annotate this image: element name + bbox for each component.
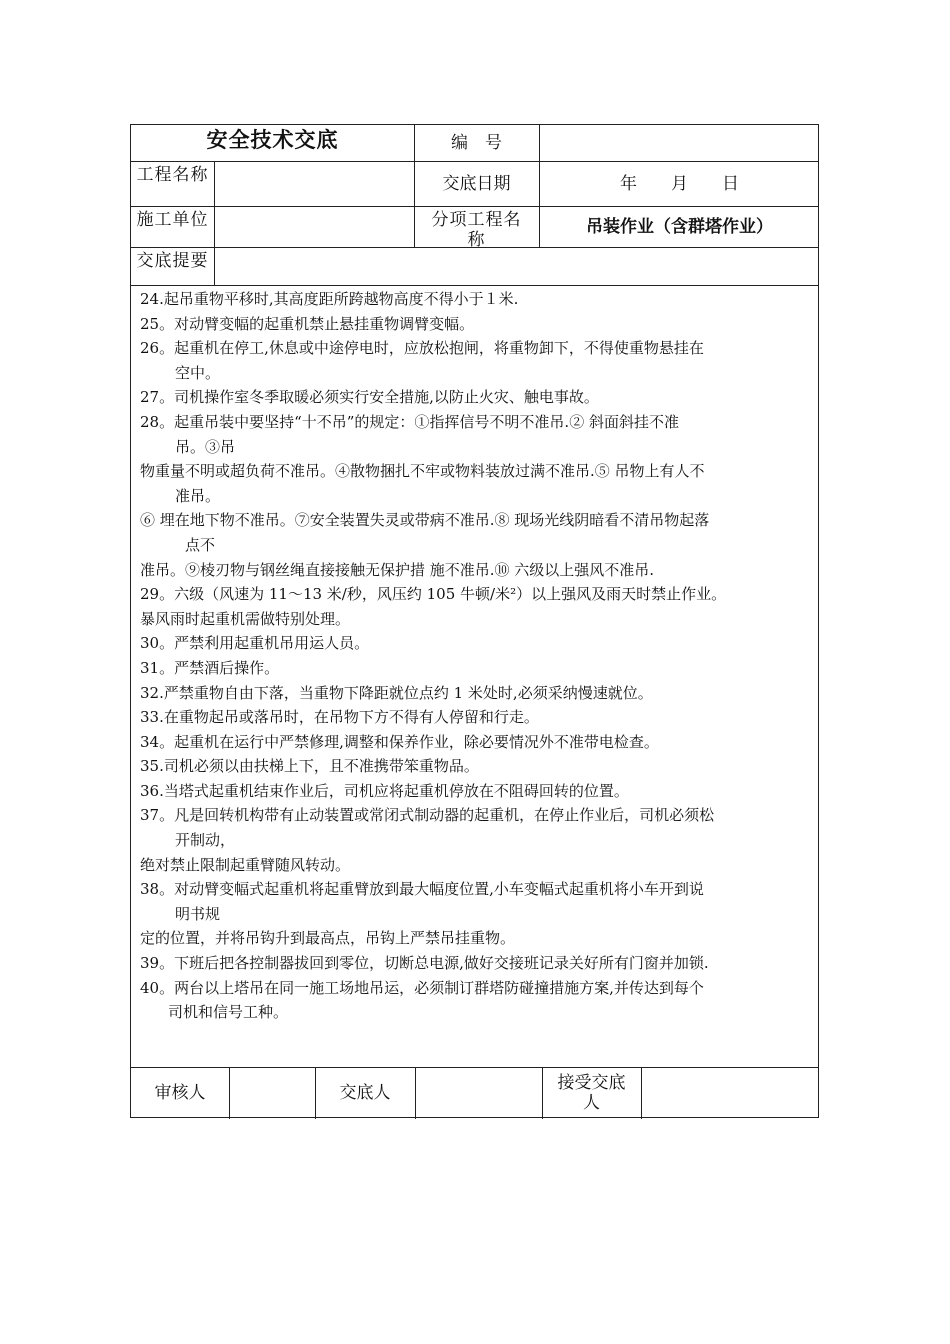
content-line: 35.司机必须以由扶梯上下，且不准携带笨重物品。 (140, 757, 479, 776)
content-line: 29。六级（风速为 11～13 米/秒，风压约 105 牛顿/米²）以上强风及雨天时禁止作业。 (140, 585, 727, 604)
number-field[interactable] (539, 125, 820, 161)
content-line: ⑥ 埋在地下物不准吊。⑦安全装置失灵或带病不准吊.⑧ 现场光线阴暗看不清吊物起落 (140, 511, 710, 530)
receiver-label: 接受交底人 (557, 1073, 626, 1113)
content-line: 32.严禁重物自由下落，当重物下降距就位点约 1 米处时,必须采纳慢速就位。 (140, 683, 653, 702)
receiver-field[interactable] (641, 1067, 820, 1119)
project-name-field[interactable] (214, 161, 414, 206)
reviewer-label: 审核人 (154, 1083, 206, 1103)
content-line: 38。对动臂变幅式起重机将起重臂放到最大幅度位置,小车变幅式起重机将小车开到说 (140, 880, 704, 899)
date-field[interactable]: 年 月 日 (620, 173, 739, 194)
content-line: 25。对动臂变幅的起重机禁止悬挂重物调臂变幅。 (140, 314, 475, 333)
content-line: 31。严禁酒后操作。 (140, 658, 280, 677)
content-line: 28。起重吊装中要坚持“十不吊”的规定：①指挥信号不明不准吊.② 斜面斜挂不准 (140, 412, 679, 431)
subproject-label: 分项工程名称 (431, 210, 522, 247)
content-line: 点不 (185, 535, 216, 554)
content-line: 暴风雨时起重机需做特别处理。 (140, 609, 351, 628)
content-line: 40。两台以上塔吊在同一施工场地吊运，必须制订群塔防碰撞措施方案,并传达到每个 (140, 978, 704, 997)
disclosure-content (140, 287, 812, 1025)
content-line: 物重量不明或超负荷不准吊。④散物捆扎不牢或物料装放过满不准吊.⑤ 吊物上有人不 (140, 462, 705, 481)
content-line: 39。下班后把各控制器拔回到零位，切断总电源,做好交接班记录关好所有门窗并加锁. (140, 954, 709, 973)
form-title: 安全技术交底 (206, 128, 339, 152)
discloser-label: 交底人 (339, 1083, 391, 1103)
content-line: 开制动， (175, 831, 236, 850)
content-line: 36.当塔式起重机结束作业后，司机应将起重机停放在不阻碍回转的位置。 (140, 781, 629, 800)
content-line: 33.在重物起吊或落吊时，在吊物下方不得有人停留和行走。 (140, 708, 539, 727)
unit-field[interactable] (214, 206, 414, 247)
unit-label: 施工单位 (136, 210, 209, 230)
content-line: 准吊。⑨棱刃物与钢丝绳直接接触无保护措 施不准吊.⑩ 六级以上强风不准吊. (140, 560, 655, 579)
content-line: 绝对禁止限制起重臂随风转动。 (140, 855, 351, 874)
summary-label: 交底提要 (136, 251, 209, 271)
content-line: 26。起重机在停工,休息或中途停电时，应放松抱闸，将重物卸下，不得使重物悬挂在 (140, 339, 704, 358)
content-line: 空中。 (175, 363, 221, 382)
content-line: 37。凡是回转机构带有止动装置或常闭式制动器的起重机，在停止作业后，司机必须松 (140, 806, 715, 825)
content-line: 27。司机操作室冬季取暖必须实行安全措施,以防止火灾、触电事故。 (140, 388, 599, 407)
content-line: 明书规 (175, 904, 221, 923)
number-label: 编 号 (451, 133, 502, 153)
safety-disclosure-form (130, 124, 819, 1118)
discloser-field[interactable] (415, 1067, 542, 1119)
subproject-value: 吊装作业（含群塔作业） (586, 216, 773, 237)
content-line: 34。起重机在运行中严禁修理,调整和保养作业，除必要情况外不准带电检查。 (140, 732, 659, 751)
row-divider (131, 285, 818, 286)
project-name-label: 工程名称 (136, 165, 209, 185)
content-line: 24.起吊重物平移时,其高度距所跨越物高度不得小于１米. (140, 290, 519, 308)
content-line: 30。严禁利用起重机吊用运人员。 (140, 634, 370, 653)
content-line: 吊。③吊 (175, 437, 236, 456)
date-label: 交底日期 (442, 173, 511, 194)
reviewer-field[interactable] (229, 1067, 315, 1119)
content-line: 准吊。 (175, 486, 221, 505)
content-line: 司机和信号工种。 (168, 1003, 289, 1022)
summary-field[interactable] (214, 247, 820, 285)
content-line: 定的位置，并将吊钩升到最高点，吊钩上严禁吊挂重物。 (140, 929, 516, 948)
